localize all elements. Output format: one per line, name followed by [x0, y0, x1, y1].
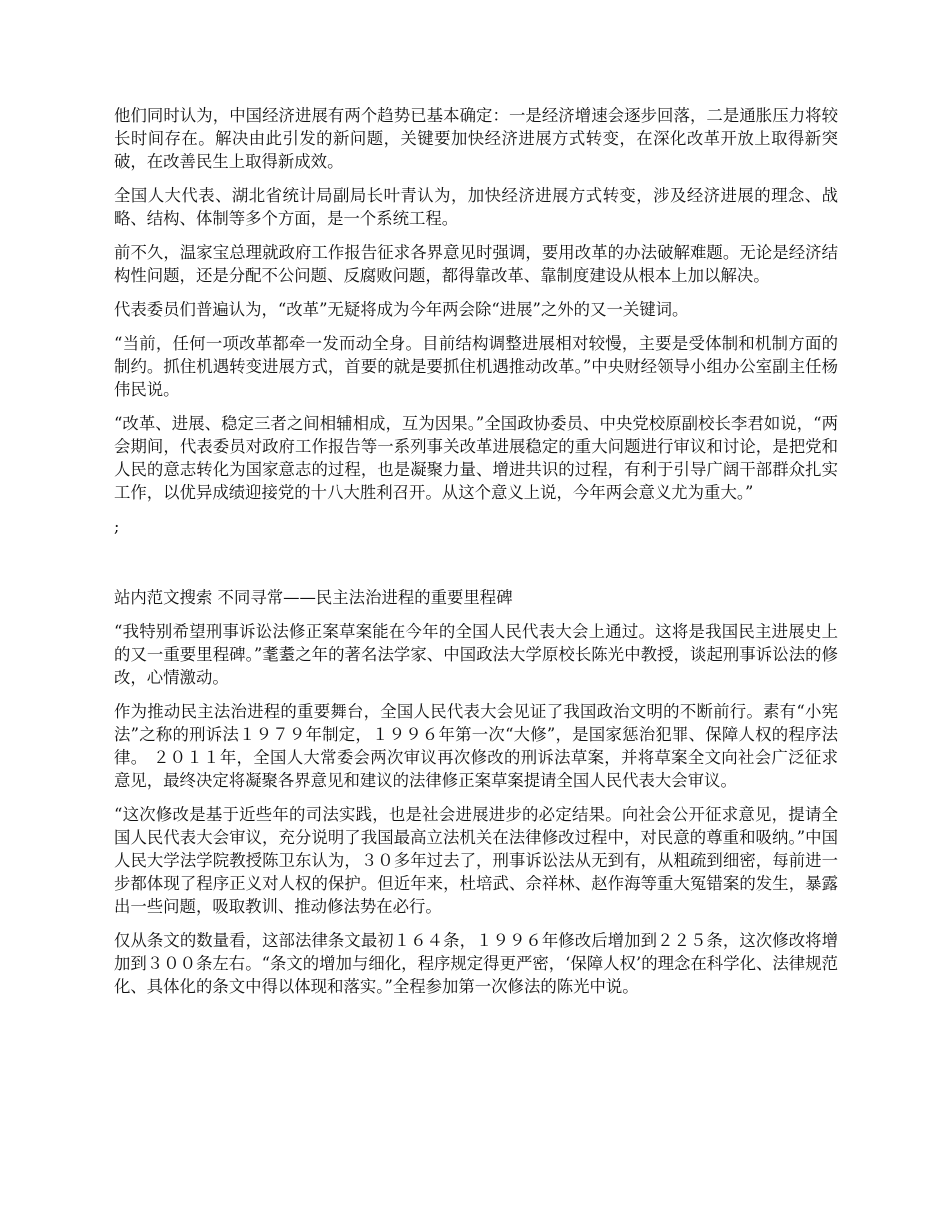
paragraph-npc-stage: 作为推动民主法治进程的重要舞台，全国人民代表大会见证了我国政治文明的不断前行。素有“小宪法”之称的刑诉法１９７９年制定，１９９６年第一次“大修”，是国家惩治犯罪、保障人权的程序法律。 ２０１１年，全国人大常委会两次审议再次修改的刑诉法草案，并将草案全文向社会广泛征求意见，最终决定将凝聚各界意见和建议的法律修正案草案提请全国人民代表大会审议。: [114, 702, 838, 790]
paragraph-li-junru: “改革、进展、稳定三者之间相辅相成，互为因果。”全国政协委员、中央党校原副校长李君如说，“两会期间，代表委员对政府工作报告等一系列事关改革进展稳定的重大问题进行审议和讨论，是把党和人民的意志转化为国家意志的过程，也是凝聚力量、增进共识的过程，有利于引导广阔干部群众扎实工作，以优异成绩迎接党的十八大胜利召开。从这个意义上说，今年两会意义尤为重大。”: [114, 414, 838, 502]
section-title: 站内范文搜索 不同寻常——民主法治进程的重要里程碑: [114, 588, 513, 607]
paragraph-chen-weidong: “这次修改是基于近些年的司法实践，也是社会进展进步的必定结果。向社会公开征求意见，提请全国人民代表大会审议，充分说明了我国最高立法机关在法律修改过程中，对民意的尊重和吸纳。”中国人民大学法学院教授陈卫东认为，３０多年过去了，刑事诉讼法从无到有，从粗疏到细密，每前进一步都体现了程序正义对人权的保护。但近年来，杜培武、佘祥林、赵作海等重大冤错案的发生，暴露出一些问题，吸取教训、推动修法势在必行。: [114, 805, 838, 916]
paragraph-chen-guangzhong: “我特别希望刑事诉讼法修正案草案能在今年的全国人民代表大会上通过。这将是我国民主进展史上的又一重要里程碑。”耄耋之年的著名法学家、中国政法大学原校长陈光中教授，谈起刑事诉讼法的修改，心情激动。: [114, 622, 838, 687]
paragraph-reform-keyword: 代表委员们普遍认为，“改革”无疑将成为今年两会除“进展”之外的又一关键词。: [114, 300, 689, 319]
paragraph-article-count: 仅从条文的数量看，这部法律条文最初１６４条，１９９６年修改后增加到２２５条，这次修改将增加到３００条左右。“条文的增加与细化，程序规定得更严密，‘保障人权’的理念在科学化、法律规范化、具体化的条文中得以体现和落实。”全程参加第一次修法的陈光中说。: [114, 931, 838, 996]
paragraph-economic-trends: 他们同时认为，中国经济进展有两个趋势已基本确定：一是经济增速会逐步回落，二是通胀压力将较长时间存在。解决由此引发的新问题，关键要加快经济进展方式转变，在深化改革开放上取得新突破，在改善民生上取得新成效。: [114, 106, 838, 171]
section-end-mark: ;: [114, 517, 120, 536]
paragraph-yang-weimin: “当前，任何一项改革都牵一发而动全身。目前结构调整进展相对较慢，主要是受体制和机制方面的制约。抓住机遇转变进展方式，首要的就是要抓住机遇推动改革。”中央财经领导小组办公室副主任杨伟民说。: [114, 334, 838, 399]
paragraph-ye-qing: 全国人大代表、湖北省统计局副局长叶青认为，加快经济进展方式转变，涉及经济进展的理念、战略、结构、体制等多个方面，是一个系统工程。: [114, 186, 838, 228]
document-page: [114, 104, 838, 1009]
paragraph-wen-jiabao: 前不久，温家宝总理就政府工作报告征求各界意见时强调，要用改革的办法破解难题。无论是经济结构性问题，还是分配不公问题、反腐败问题，都得靠改革、靠制度建设从根本上加以解决。: [114, 243, 838, 285]
section-gap: [114, 538, 838, 586]
